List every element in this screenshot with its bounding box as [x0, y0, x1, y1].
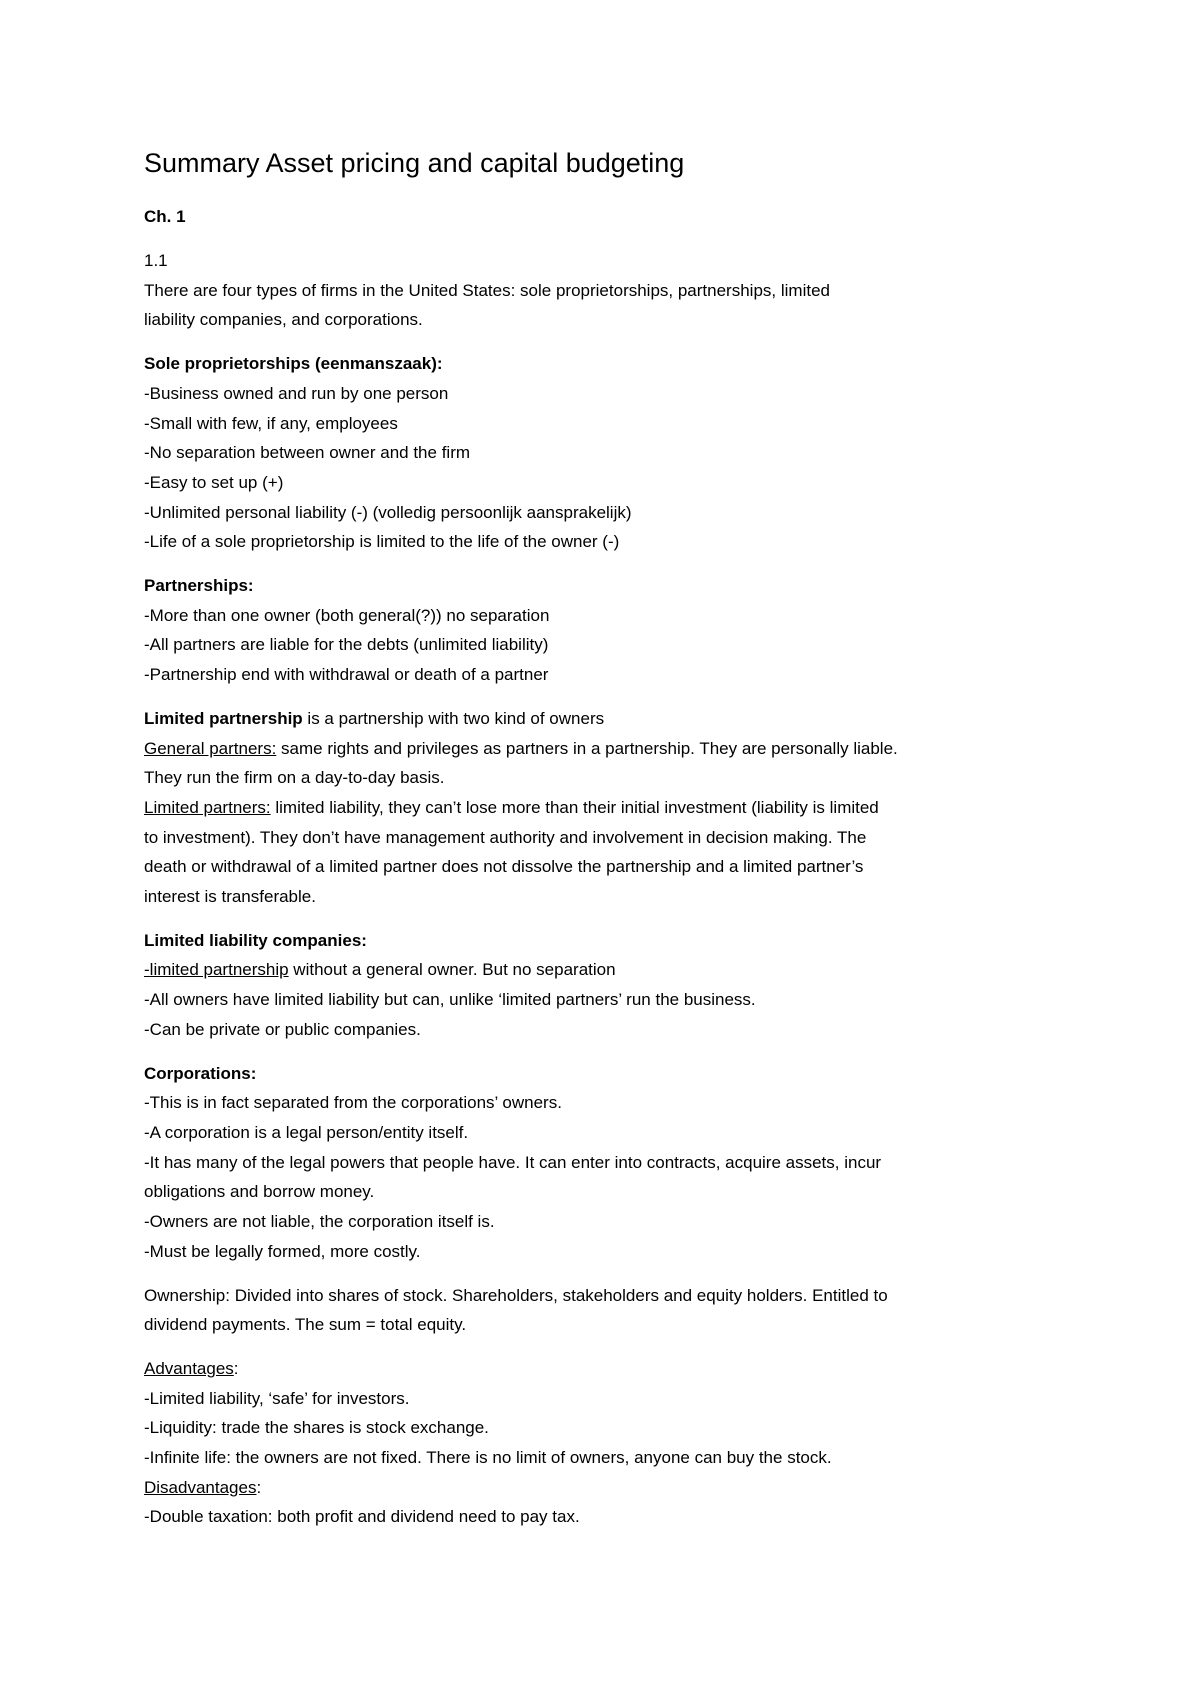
chapter-heading: Ch. 1 — [144, 207, 186, 226]
partnerships-heading: Partnerships: — [144, 576, 254, 596]
list-item: -This is in fact separated from the corporations’ owners. — [144, 1093, 562, 1113]
limited-partners-label: Limited partners: — [144, 797, 271, 817]
limited-partnership-term: Limited partnership — [144, 708, 303, 728]
list-item: obligations and borrow money. — [144, 1182, 375, 1202]
list-item: -Double taxation: both profit and dividend need to pay tax. — [144, 1507, 580, 1527]
list-item: -Partnership end with withdrawal or death of a partner — [144, 665, 549, 685]
list-item: -A corporation is a legal person/entity itself. — [144, 1122, 469, 1142]
limited-partners-cont: interest is transferable. — [144, 887, 316, 907]
intro-line: There are four types of firms in the United States: sole proprietorships, partnerships, limited — [144, 280, 830, 300]
limited-partners-line: Limited partners: limited liability, they can’t lose more than their initial investment (liability is limited — [144, 797, 879, 817]
limited-partnership-definition: Limited partnership is a partnership with two kind of owners — [144, 708, 605, 728]
list-item: -It has many of the legal powers that people have. It can enter into contracts, acquire assets, incur — [144, 1152, 882, 1172]
list-item: -More than one owner (both general(?)) no separation — [144, 605, 550, 625]
list-item: -Must be legally formed, more costly. — [144, 1241, 421, 1261]
list-item: -All owners have limited liability but can, unlike ‘limited partners’ run the business. — [144, 990, 756, 1010]
advantages-label: Advantages — [144, 1358, 234, 1378]
general-partners-cont: They run the firm on a day-to-day basis. — [144, 768, 445, 788]
section-number: 1.1 — [144, 251, 168, 270]
list-item: -Small with few, if any, employees — [144, 413, 398, 433]
document-title: Summary Asset pricing and capital budgeting — [144, 148, 685, 178]
limited-partners-cont: to investment). They don’t have management authority and involvement in decision making. The — [144, 827, 867, 847]
list-item: -Owners are not liable, the corporation itself is. — [144, 1212, 495, 1232]
list-item: -Business owned and run by one person — [144, 383, 449, 403]
limited-partnership-link: limited partnership — [149, 960, 289, 980]
limited-partners-cont: death or withdrawal of a limited partner does not dissolve the partnership and a limited partner’s — [144, 857, 864, 877]
ownership-line: dividend payments. The sum = total equity. — [144, 1315, 467, 1335]
ownership-line: Ownership: Divided into shares of stock. Shareholders, stakeholders and equity holders. Entitled to — [144, 1285, 888, 1305]
disadvantages-label: Disadvantages — [144, 1477, 257, 1497]
list-item: -Liquidity: trade the shares is stock exchange. — [144, 1418, 489, 1438]
list-item: -No separation between owner and the firm — [144, 443, 471, 463]
list-item: -All partners are liable for the debts (unlimited liability) — [144, 635, 549, 655]
general-partners-label: General partners: — [144, 738, 277, 758]
disadvantages-heading: Disadvantages: — [144, 1477, 262, 1497]
intro-line: liability companies, and corporations. — [144, 310, 423, 330]
corporations-heading: Corporations: — [144, 1063, 257, 1083]
list-item: -Life of a sole proprietorship is limited to the life of the owner (-) — [144, 532, 620, 552]
general-partners-line: General partners: same rights and privileges as partners in a partnership. They are personally liable. — [144, 738, 898, 758]
llc-heading: Limited liability companies: — [144, 930, 367, 950]
sole-proprietorships-heading: Sole proprietorships (eenmanszaak): — [144, 354, 443, 374]
list-item: -Limited liability, ‘safe’ for investors. — [144, 1388, 410, 1408]
list-item: -limited partnership without a general owner. But no separation — [144, 960, 616, 980]
document-body — [144, 138, 1084, 1532]
list-item: -Unlimited personal liability (-) (volledig persoonlijk aansprakelijk) — [144, 502, 632, 522]
list-item: -Infinite life: the owners are not fixed. There is no limit of owners, anyone can buy the stock. — [144, 1448, 832, 1468]
advantages-heading: Advantages: — [144, 1358, 239, 1378]
list-item: -Easy to set up (+) — [144, 472, 284, 492]
list-item: -Can be private or public companies. — [144, 1019, 421, 1039]
